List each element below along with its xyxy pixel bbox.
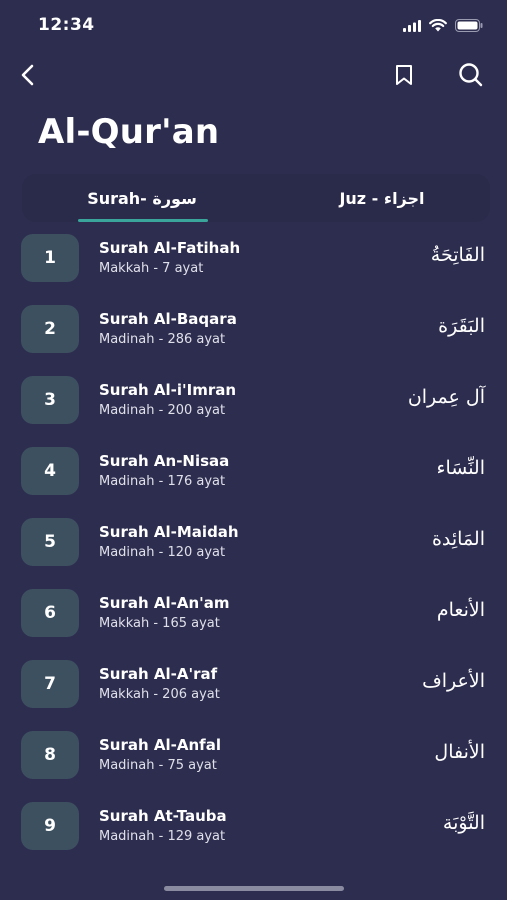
- bookmark-icon: [394, 64, 414, 90]
- surah-name: Surah Al-Anfal: [99, 736, 221, 754]
- surah-arabic-name: التَّوْبَة: [442, 812, 485, 834]
- status-time: 12:34: [38, 15, 95, 35]
- surah-arabic-name: الأنعام: [436, 599, 485, 621]
- surah-arabic-name: المَائِدة: [431, 528, 485, 550]
- surah-meta: Makkah - 165 ayat: [99, 616, 220, 631]
- status-bar: [0, 0, 507, 50]
- chevron-left-icon: [19, 64, 37, 90]
- surah-name: Surah Al-Baqara: [99, 310, 237, 328]
- tab-juz[interactable]: Juz - اجزاء: [339, 188, 425, 208]
- surah-name: Surah Al-i'Imran: [99, 381, 237, 399]
- bookmark-button[interactable]: [388, 61, 420, 93]
- surah-number-badge: 9: [21, 802, 79, 850]
- surah-number-badge: 3: [21, 376, 79, 424]
- search-icon: [458, 62, 484, 92]
- surah-name: Surah Al-Fatihah: [99, 239, 241, 257]
- surah-name: Surah Al-Maidah: [99, 523, 239, 541]
- surah-number-badge: 8: [21, 731, 79, 779]
- surah-meta: Madinah - 200 ayat: [99, 403, 226, 418]
- back-button[interactable]: [12, 61, 44, 93]
- tab-bar: [22, 174, 490, 222]
- status-icons: [403, 17, 483, 36]
- nav-bar: [0, 55, 507, 99]
- surah-meta: Madinah - 75 ayat: [99, 758, 217, 773]
- home-indicator[interactable]: [164, 886, 344, 891]
- surah-name: Surah Al-An'am: [99, 594, 230, 612]
- surah-number-badge: 4: [21, 447, 79, 495]
- surah-name: Surah Al-A'raf: [99, 665, 218, 683]
- surah-number-badge: 6: [21, 589, 79, 637]
- surah-arabic-name: آل عِمران: [407, 386, 485, 408]
- surah-row-8[interactable]: [0, 719, 507, 789]
- surah-arabic-name: النِّسَاء: [436, 457, 485, 479]
- signal-icon: [403, 17, 421, 36]
- surah-name: Surah An-Nisaa: [99, 452, 230, 470]
- surah-row-7[interactable]: [0, 648, 507, 718]
- surah-meta: Madinah - 129 ayat: [99, 829, 226, 844]
- surah-row-4[interactable]: [0, 435, 507, 505]
- surah-row-3[interactable]: [0, 364, 507, 434]
- surah-meta: Madinah - 120 ayat: [99, 545, 226, 560]
- search-button[interactable]: [455, 61, 487, 93]
- surah-meta: Makkah - 7 ayat: [99, 261, 204, 276]
- surah-row-2[interactable]: [0, 293, 507, 363]
- surah-arabic-name: البَقَرَة: [438, 315, 485, 337]
- surah-number-badge: 5: [21, 518, 79, 566]
- surah-row-9[interactable]: [0, 790, 507, 860]
- surah-arabic-name: الأنفال: [434, 741, 485, 763]
- surah-arabic-name: الأعراف: [422, 670, 485, 692]
- surah-row-6[interactable]: [0, 577, 507, 647]
- surah-number-badge: 1: [21, 234, 79, 282]
- surah-number-badge: 7: [21, 660, 79, 708]
- surah-meta: Makkah - 206 ayat: [99, 687, 220, 702]
- surah-meta: Madinah - 286 ayat: [99, 332, 226, 347]
- surah-meta: Madinah - 176 ayat: [99, 474, 226, 489]
- surah-row-1[interactable]: [0, 222, 507, 292]
- battery-icon: [455, 17, 483, 36]
- surah-row-5[interactable]: [0, 506, 507, 576]
- surah-number-badge: 2: [21, 305, 79, 353]
- surah-arabic-name: الفَاتِحَةُ: [430, 244, 485, 266]
- page-title: Al-Qur'an: [38, 112, 220, 152]
- tab-surah[interactable]: Surah- سورة: [87, 188, 197, 208]
- wifi-icon: [429, 17, 447, 36]
- surah-name: Surah At-Tauba: [99, 807, 227, 825]
